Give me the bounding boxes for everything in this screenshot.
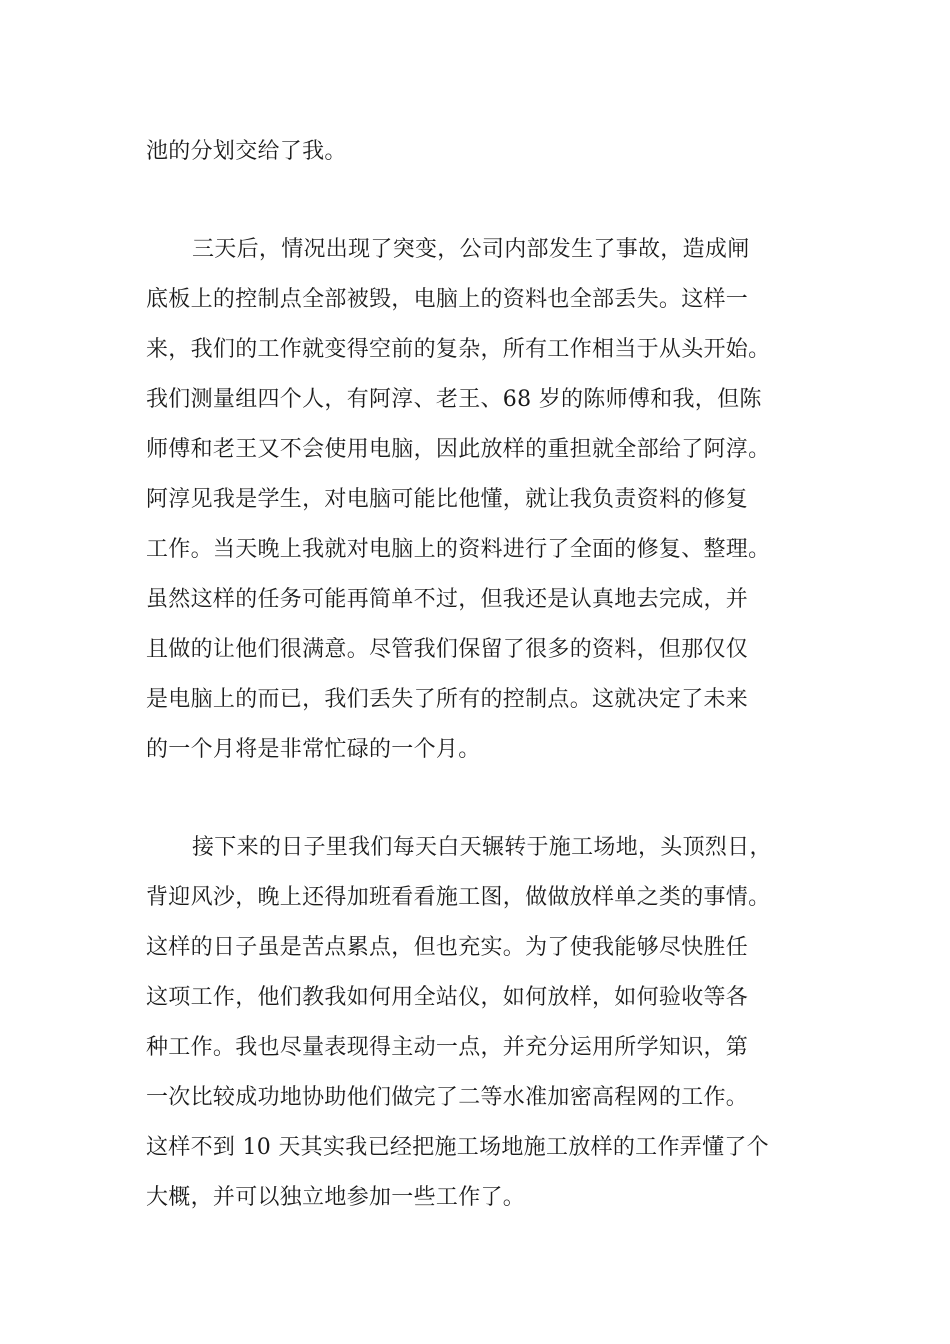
text-line: 来，我们的工作就变得空前的复杂，所有工作相当于从头开始。 [146,337,771,362]
text-line: 三天后，情况出现了突变，公司内部发生了事故，造成闸 [192,237,750,262]
text-line: 这项工作，他们教我如何用全站仪，如何放样，如何验收等各 [146,985,749,1010]
paragraph-2 [146,225,826,775]
text-line: 且做的让他们很满意。尽管我们保留了很多的资料，但那仅仅 [146,637,749,662]
text-line: 这样的日子虽是苦点累点，但也充实。为了使我能够尽快胜任 [146,935,749,960]
text-line: 种工作。我也尽量表现得主动一点，并充分运用所学知识，第 [146,1035,749,1060]
text-line: 一次比较成功地协助他们做完了二等水准加密高程网的工作。 [146,1085,749,1110]
text-line: 接下来的日子里我们每天白天辗转于施工场地，头顶烈日， [192,835,772,860]
paragraph-1 [146,127,826,177]
text-line: 工作。当天晚上我就对电脑上的资料进行了全面的修复、整理。 [146,537,771,562]
text-line: 的一个月将是非常忙碌的一个月。 [146,737,481,762]
text-line: 阿淳见我是学生，对电脑可能比他懂，就让我负责资料的修复 [146,487,749,512]
text-line: 背迎风沙，晚上还得加班看看施工图，做做放样单之类的事情。 [146,885,771,910]
text-line: 大概，并可以独立地参加一些工作了。 [146,1185,526,1210]
paragraph-3 [146,823,826,1223]
text-line: 虽然这样的任务可能再简单不过，但我还是认真地去完成，并 [146,587,749,612]
text-line: 池的分划交给了我。 [146,139,347,164]
text-line: 是电脑上的而已，我们丢失了所有的控制点。这就决定了未来 [146,687,749,712]
text-line: 这样不到 10 天其实我已经把施工场地施工放样的工作弄懂了个 [146,1135,769,1160]
text-line: 我们测量组四个人，有阿淳、老王、68 岁的陈师傅和我，但陈 [146,387,762,412]
text-line: 师傅和老王又不会使用电脑，因此放样的重担就全部给了阿淳。 [146,437,771,462]
text-line: 底板上的控制点全部被毁，电脑上的资料也全部丢失。这样一 [146,287,749,312]
